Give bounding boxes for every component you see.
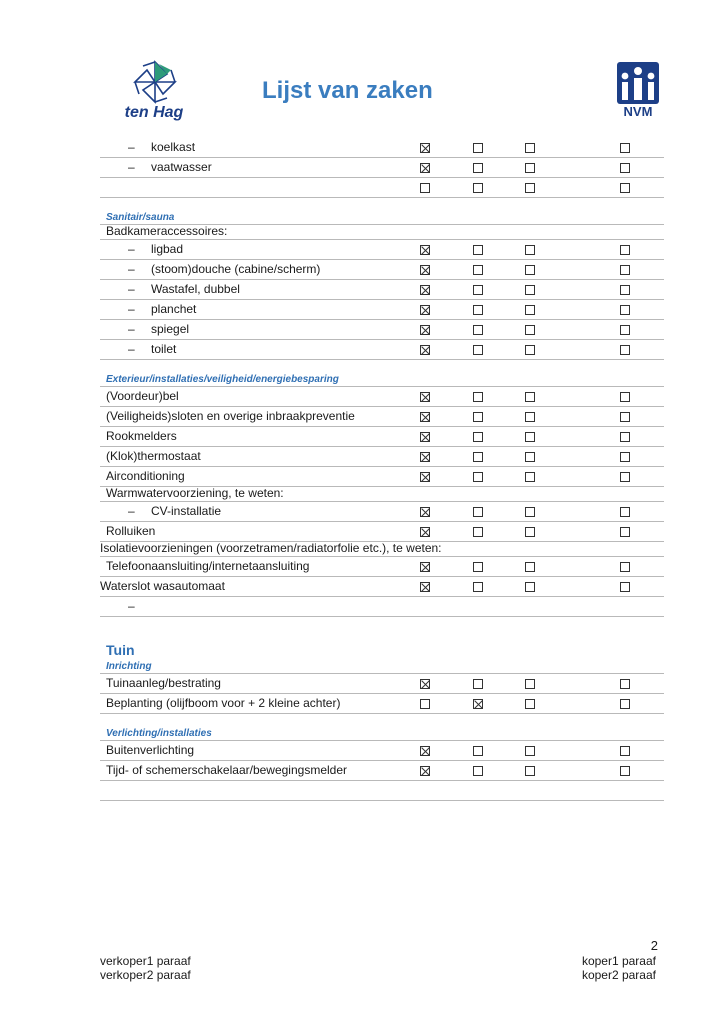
row-label: Tuinaanleg/bestrating [106,676,221,690]
checked-checkbox[interactable] [420,452,430,462]
checkbox[interactable] [620,305,630,315]
table-row [100,674,664,694]
checkbox[interactable] [420,699,430,709]
dash-bullet: – [128,322,135,336]
checkbox[interactable] [525,766,535,776]
checkbox[interactable] [473,432,483,442]
row-label: Airconditioning [106,469,185,483]
checkbox[interactable] [525,412,535,422]
table-row [100,467,664,487]
checkbox[interactable] [525,265,535,275]
checked-checkbox[interactable] [420,472,430,482]
row-label: Waterslot wasautomaat [100,579,225,593]
row-label: Wastafel, dubbel [151,282,240,296]
checkbox[interactable] [525,143,535,153]
checked-checkbox[interactable] [420,679,430,689]
table-row [100,522,664,542]
section-heading-row [100,659,664,674]
checkbox[interactable] [525,163,535,173]
checkbox[interactable] [620,412,630,422]
row-label: ligbad [151,242,184,256]
dash-bullet: – [128,599,135,613]
checkbox[interactable] [473,305,483,315]
checkbox[interactable] [525,562,535,572]
checkbox[interactable] [525,699,535,709]
checked-checkbox[interactable] [420,392,430,402]
checkbox[interactable] [620,746,630,756]
checkbox[interactable] [473,325,483,335]
checkbox[interactable] [620,265,630,275]
checkbox[interactable] [620,392,630,402]
nvm-logo [615,62,661,120]
checked-checkbox[interactable] [420,582,430,592]
checked-checkbox[interactable] [420,245,430,255]
row-label: planchet [151,302,197,316]
checkbox[interactable] [620,472,630,482]
buyer-initials [582,954,656,982]
buyer2-initials-label: koper2 paraaf [581,968,656,982]
row-label: (Voordeur)bel [106,389,179,403]
ten-hag-logo [116,58,192,124]
checked-checkbox[interactable] [420,527,430,537]
checkbox[interactable] [525,582,535,592]
checkbox[interactable] [525,472,535,482]
checked-checkbox[interactable] [420,746,430,756]
section-title: Verlichting/installaties [106,728,212,739]
section-title: Exterieur/installaties/veiligheid/energiebesparing [106,374,339,385]
checked-checkbox[interactable] [420,305,430,315]
checkbox[interactable] [620,143,630,153]
table-row [100,502,664,522]
section-heading-row [100,372,664,387]
checkbox[interactable] [473,412,483,422]
row-label: Rookmelders [106,429,177,443]
row-label: spiegel [151,322,190,336]
checkbox[interactable] [620,582,630,592]
checkbox[interactable] [473,143,483,153]
checkbox[interactable] [525,183,535,193]
table-row [100,340,664,360]
pinwheel-logo-icon [131,58,179,106]
ten-hag-logo-text: ten Hag [124,104,184,121]
checkbox[interactable] [525,746,535,756]
checkbox[interactable] [473,265,483,275]
seller1-initials-label: verkoper1 paraaf [100,954,191,968]
checkbox[interactable] [525,325,535,335]
table-row [100,320,664,340]
checked-checkbox[interactable] [473,699,483,709]
checkbox[interactable] [473,766,483,776]
checkbox[interactable] [620,245,630,255]
checkbox[interactable] [525,452,535,462]
checkbox[interactable] [473,452,483,462]
checkbox[interactable] [620,679,630,689]
table-row [100,761,664,781]
checkbox[interactable] [473,285,483,295]
page-number: 2 [650,938,658,953]
table-row [100,407,664,427]
checkbox[interactable] [525,527,535,537]
seller-initials [100,954,191,982]
checkbox[interactable] [473,183,483,193]
table-row [100,225,664,240]
table-row [100,557,664,577]
checkbox[interactable] [525,285,535,295]
checkbox[interactable] [620,285,630,295]
checkbox[interactable] [473,472,483,482]
table-row [100,597,664,617]
checkbox[interactable] [620,432,630,442]
checkbox[interactable] [620,163,630,173]
checkbox[interactable] [620,766,630,776]
checked-checkbox[interactable] [420,285,430,295]
row-label: Badkameraccessoires: [106,224,228,238]
table-row [100,387,664,407]
table-row [100,240,664,260]
checkbox[interactable] [525,345,535,355]
checked-checkbox[interactable] [420,562,430,572]
checkbox[interactable] [620,699,630,709]
checked-checkbox[interactable] [420,163,430,173]
checkbox[interactable] [473,163,483,173]
nvm-house-logo-icon [617,62,659,104]
checked-checkbox[interactable] [420,325,430,335]
checkbox[interactable] [620,325,630,335]
dash-bullet: – [128,262,135,276]
buyer1-initials-label: koper1 paraaf [581,954,656,968]
row-label: toilet [151,342,177,356]
table-row [100,781,664,801]
checkbox[interactable] [473,507,483,517]
row-label: Tijd- of schemerschakelaar/bewegingsmelder [106,763,347,777]
checkbox[interactable] [525,432,535,442]
checked-checkbox[interactable] [420,766,430,776]
checked-checkbox[interactable] [420,265,430,275]
row-label: Rolluiken [106,524,156,538]
section-title: Sanitair/sauna [106,212,175,223]
checkbox[interactable] [525,679,535,689]
dash-bullet: – [128,342,135,356]
checkbox[interactable] [620,183,630,193]
checkbox[interactable] [473,345,483,355]
dash-bullet: – [128,282,135,296]
checkbox[interactable] [620,562,630,572]
checkbox[interactable] [525,245,535,255]
checkbox[interactable] [620,452,630,462]
section-heading-row [100,726,664,741]
tuin-heading-row [100,639,664,659]
spacer [100,617,664,639]
checked-checkbox[interactable] [420,507,430,517]
page-title: Lijst van zaken [262,77,433,104]
table-row [100,300,664,320]
row-label: (Klok)thermostaat [106,449,201,463]
table-row [100,487,664,502]
row-label: (Veiligheids)sloten en overige inbraakpreventie [106,409,355,423]
row-label: Beplanting (olijfboom voor + 2 kleine achter) [106,696,341,710]
table-row [100,694,664,714]
checkbox[interactable] [525,305,535,315]
row-label: Telefoonaansluiting/internetaansluiting [106,559,310,573]
dash-bullet: – [128,160,135,174]
checklist-table [100,138,664,801]
checkbox[interactable] [620,527,630,537]
checkbox[interactable] [620,507,630,517]
checkbox[interactable] [473,679,483,689]
table-row [100,280,664,300]
nvm-logo-text: NVM [623,104,653,119]
table-row [100,158,664,178]
checkbox[interactable] [473,746,483,756]
section-title-tuin: Tuin [106,642,135,658]
checked-checkbox[interactable] [420,412,430,422]
row-label: vaatwasser [151,160,212,174]
table-row [100,577,664,597]
checkbox[interactable] [473,245,483,255]
table-row [100,741,664,761]
dash-bullet: – [128,504,135,518]
checkbox[interactable] [620,345,630,355]
row-label: Buitenverlichting [106,743,195,757]
checkbox[interactable] [473,582,483,592]
section-title: Inrichting [106,661,152,672]
dash-bullet: – [128,242,135,256]
checked-checkbox[interactable] [420,432,430,442]
table-row [100,542,664,557]
dash-bullet: – [128,140,135,154]
table-row [100,447,664,467]
checkbox[interactable] [420,183,430,193]
checked-checkbox[interactable] [420,143,430,153]
row-label: koelkast [151,140,196,154]
table-row [100,178,664,198]
checkbox[interactable] [525,392,535,402]
seller2-initials-label: verkoper2 paraaf [100,968,191,982]
table-row [100,427,664,447]
spacer [100,198,664,210]
table-row [100,138,664,158]
checked-checkbox[interactable] [420,345,430,355]
row-label: Warmwatervoorziening, te weten: [106,486,284,500]
row-label: Isolatievoorzieningen (voorzetramen/radiatorfolie etc.), te weten: [100,541,442,555]
table-row [100,260,664,280]
row-label: (stoom)douche (cabine/scherm) [151,262,321,276]
checkbox[interactable] [473,562,483,572]
checkbox[interactable] [525,507,535,517]
section-heading-row [100,210,664,225]
checkbox[interactable] [473,527,483,537]
dash-bullet: – [128,302,135,316]
row-label: CV-installatie [151,504,222,518]
checkbox[interactable] [473,392,483,402]
